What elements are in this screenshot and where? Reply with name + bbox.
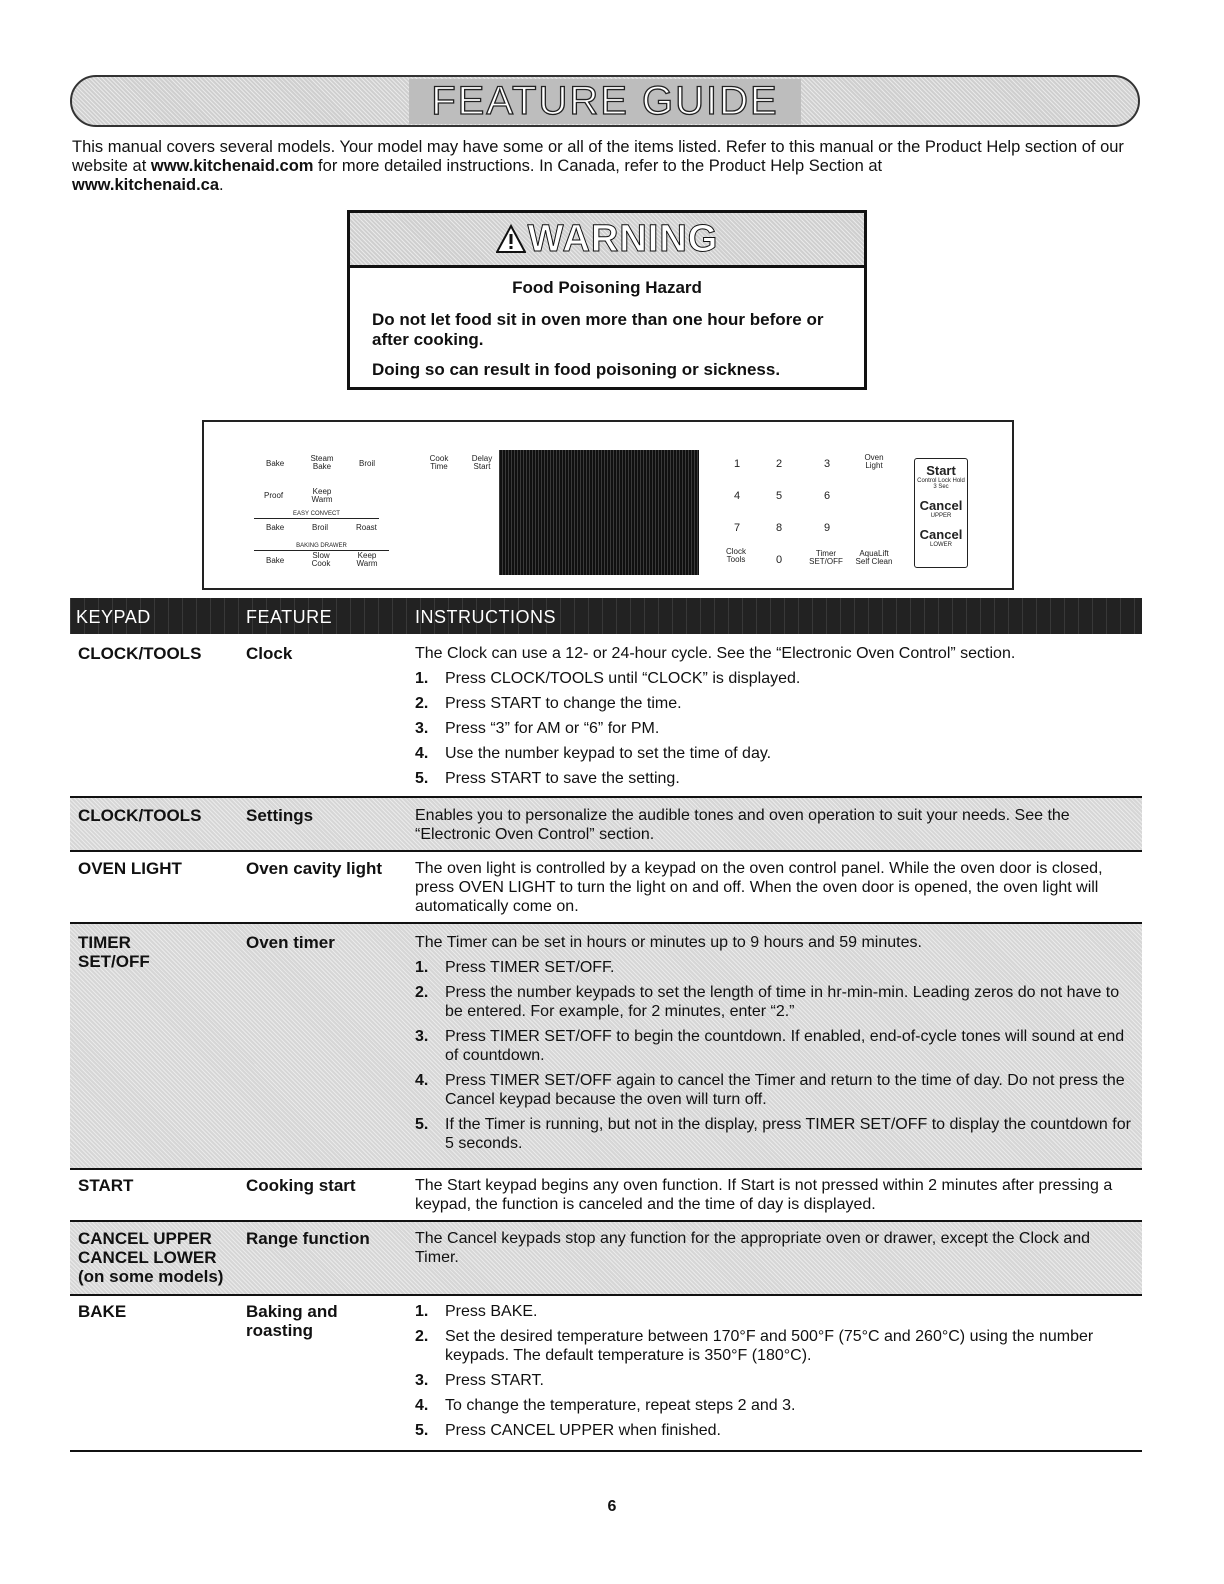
kitchenaid-com-link[interactable]: www.kitchenaid.com [150,157,314,175]
step-text: Press the number keypads to set the length of time in hr-min-min. Leading zeros do not have to be entered. For example, for 2 minutes, enter “2.” [445,984,1120,1020]
row-instructions: The oven light is controlled by a keypad on the oven control panel. While the oven door is closed, press OVEN LIGHT to turn the light on and off. When the oven door is opened, the oven light will automatically come on. [415,860,1103,915]
step-text: Press CLOCK/TOOLS until “CLOCK” is displayed. [445,670,801,687]
list-item [415,983,1134,1021]
panel-steam-bake: Steam Bake [310,454,334,471]
table-row [70,1222,1142,1296]
row-feature: Clock [246,644,293,663]
panel-cancel-lower: Cancel [919,527,963,542]
page-title: FEATURE GUIDE [409,79,801,124]
step-text: To change the temperature, repeat steps 2 and 3. [445,1397,796,1414]
step-number: 3. [415,1372,429,1389]
row-keypad: BAKE [78,1302,127,1321]
row-keypad: START [78,1176,134,1195]
panel-bake: Bake [266,459,285,468]
row-text: The Timer can be set in hours or minutes up to 9 hours and 59 minutes. [415,934,922,951]
step-number: 3. [415,1028,429,1045]
step-text: Press START to change the time. [445,695,682,712]
panel-proof: Proof [264,491,284,500]
step-number: 1. [415,959,429,976]
list-item [415,1396,1134,1415]
key-5: 5 [776,490,783,502]
row-keypad: OVEN LIGHT [78,859,182,878]
panel-baking-drawer: BAKING DRAWER [254,542,389,551]
step-text: Press BAKE. [445,1303,538,1320]
page-number: 6 [607,1498,617,1515]
list-item [415,1027,1134,1065]
table-row [70,1170,1142,1222]
list-item [415,1327,1134,1365]
row-keypad: TIMER SET/OFF [78,933,150,971]
step-text: Press TIMER SET/OFF to begin the countdown. If enabled, end-of-cycle tones will sound at end of countdown. [445,1028,1125,1064]
row-feature: Oven cavity light [246,859,383,878]
key-2: 2 [776,458,783,470]
panel-display [499,450,699,575]
control-panel-illustration [202,420,1014,590]
step-text: Press “3” for AM or “6” for PM. [445,720,660,737]
kitchenaid-ca-link[interactable]: www.kitchenaid.ca [72,176,220,194]
row-feature: Cooking start [246,1176,356,1195]
step-number: 1. [415,670,429,687]
step-number: 2. [415,695,429,712]
step-number: 2. [415,984,429,1001]
list-item [415,1302,1134,1321]
feature-guide-banner [70,75,1140,127]
row-keypad: CANCEL UPPER CANCEL LOWER (on some models) [78,1229,224,1286]
panel-easy-convect: EASY CONVECT [254,510,379,519]
warning-triangle-icon [496,224,526,254]
header-feature: FEATURE [246,607,333,627]
row-keypad: CLOCK/TOOLS [78,806,202,825]
row-instructions [415,644,1134,794]
row-feature: Range function [246,1229,370,1248]
panel-timer-setoff: Timer SET/OFF [809,549,843,566]
key-6: 6 [824,490,831,502]
start-cancel-keypad [914,458,968,568]
intro-paragraph [72,138,1152,195]
panel-upper: UPPER [930,513,952,519]
step-number: 2. [415,1328,429,1345]
hazard-title: Food Poisoning Hazard [512,278,702,297]
panel-keep-warm: Keep Warm [311,487,333,504]
list-item [415,958,1134,977]
table-row [70,1296,1142,1452]
step-text: Set the desired temperature between 170°F and 500°F (75°C and 260°C) using the number keypads. The default temperature is 350°F (180°C). [445,1328,1094,1364]
list-item [415,1071,1134,1109]
key-8: 8 [776,522,783,534]
list-item [415,1421,1134,1440]
row-feature: Oven timer [246,933,335,952]
panel-lower: LOWER [929,542,952,548]
row-keypad: CLOCK/TOOLS [78,644,202,663]
key-0: 0 [776,554,783,566]
key-4: 4 [734,490,741,502]
row-instructions: The Start keypad begins any oven function. If Start is not pressed within 2 minutes after pressing a keypad, the function is canceled and the time of day is displayed. [415,1177,1113,1213]
list-item [415,694,1134,713]
step-text: Press CANCEL UPPER when finished. [445,1422,721,1439]
intro-text-2: for more detailed instructions. In Canada, refer to the Product Help Section at [313,157,883,175]
panel-oven-light: Oven Light [864,453,884,470]
warning-line-1: Do not let food sit in oven more than one hour before or after cooking. [372,310,824,349]
step-text: Press TIMER SET/OFF. [445,959,615,976]
panel-control-lock: Control Lock Hold 3 Sec [917,478,965,490]
step-text: Press TIMER SET/OFF again to cancel the Timer and return to the time of day. Do not press the Cancel keypad because the oven will turn off. [445,1072,1125,1108]
panel-slow-cook: Slow Cook [311,551,331,568]
row-instructions [415,933,1134,1159]
step-number: 5. [415,770,429,787]
warning-header [350,213,864,268]
row-feature: Settings [246,806,314,825]
table-row [70,798,1142,852]
key-1: 1 [734,458,741,470]
list-item [415,769,1134,788]
header-instructions: INSTRUCTIONS [415,607,556,627]
row-instructions: Enables you to personalize the audible tones and oven operation to suit your needs. See the “Electronic Oven Control” section. [415,807,1070,843]
row-text: The Clock can use a 12- or 24-hour cycle. See the “Electronic Oven Control” section. [415,645,1016,662]
list-item [415,1371,1134,1390]
warning-word: WARNING [527,217,719,260]
intro-text-3: . [219,176,224,194]
panel-delay-start: Delay Start [471,454,493,471]
list-item [415,719,1134,738]
key-3: 3 [824,458,831,470]
warning-line-2: Doing so can result in food poisoning or sickness. [372,360,781,379]
panel-broil-2: Broil [312,523,329,532]
panel-clock-tools: Clock Tools [725,547,746,564]
panel-cancel-upper: Cancel [919,498,963,513]
step-text: Use the number keypad to set the time of day. [445,745,772,762]
key-7: 7 [734,522,741,534]
panel-start: Start [926,463,956,478]
step-number: 4. [415,1072,429,1089]
step-number: 4. [415,745,429,762]
row-feature: Baking and roasting [246,1302,338,1340]
panel-broil: Broil [359,459,376,468]
key-9: 9 [824,522,831,534]
step-text: Press START to save the setting. [445,770,680,787]
step-text: Press START. [445,1372,544,1389]
panel-bake-2: Bake [266,523,285,532]
panel-roast: Roast [356,523,377,532]
step-number: 1. [415,1303,429,1320]
row-instructions [415,1296,1134,1446]
list-item [415,669,1134,688]
warning-box [347,210,867,390]
step-text: If the Timer is running, but not in the display, press TIMER SET/OFF to display the countdown for 5 seconds. [445,1116,1131,1152]
row-instructions: The Cancel keypads stop any function for the appropriate oven or drawer, except the Clock and Timer. [415,1230,1091,1266]
table-row [70,924,1142,1170]
step-number: 4. [415,1397,429,1414]
list-item [415,1115,1134,1153]
step-number: 5. [415,1116,429,1133]
panel-cook-time: Cook Time [429,454,449,471]
panel-aqualift: AquaLift Self Clean [855,549,893,566]
step-number: 5. [415,1422,429,1439]
table-header [70,598,1142,634]
intro-text: This manual covers several models. Your model may have some or all of the items listed. Refer to this manual or the Product Help section of our website at [72,138,1124,175]
panel-keep-warm-2: Keep Warm [356,551,378,568]
table-row [70,636,1142,798]
panel-bake-3: Bake [266,556,285,565]
table-row [70,852,1142,924]
header-keypad: KEYPAD [76,607,151,627]
list-item [415,744,1134,763]
step-number: 3. [415,720,429,737]
